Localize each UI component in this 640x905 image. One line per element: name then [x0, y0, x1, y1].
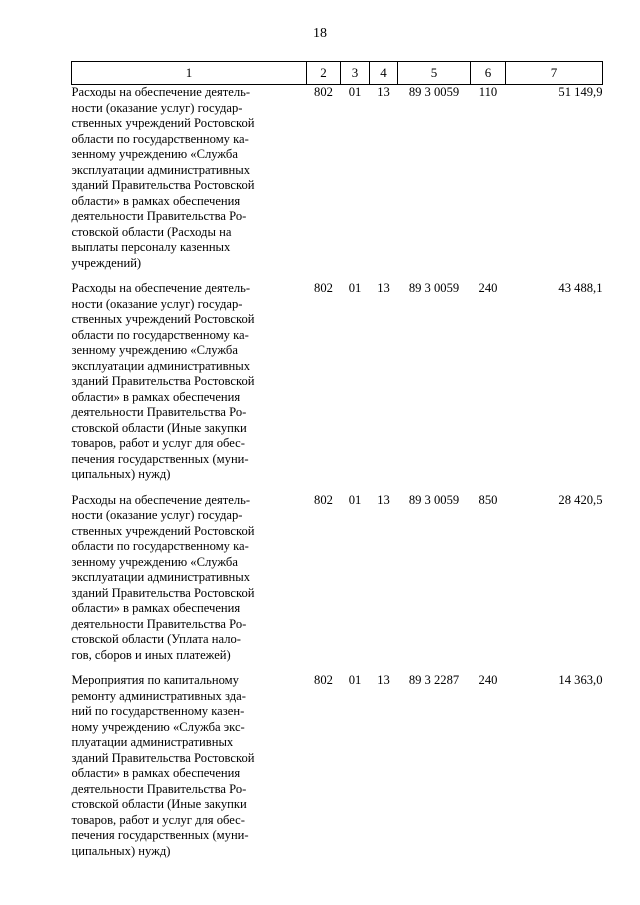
row-ministry-code: 802: [314, 492, 333, 507]
row-expense-type-code: 240: [478, 281, 498, 295]
row-target-code: 89 3 0059: [408, 492, 460, 507]
row-ministry-code: 802: [314, 673, 333, 687]
column-header-6: 6: [471, 62, 506, 85]
row-section-code: 01: [348, 492, 362, 507]
row-amount: 43 488,1: [558, 281, 603, 295]
header-row: [72, 62, 603, 85]
row-expense-type-code: 850: [478, 492, 498, 507]
row-subsection-code: 13: [377, 281, 390, 295]
row-description: Расходы на обеспечение деятель- ности (оказание услуг) государ- ственных учреждений Ростовской области по государственному ка- зенному учреждению «Служба эксплуатации административных зданий Правительства Ростовской области» в рамках обеспечения деятельности Правительства Ро- стовской области (Иные закупки товаров, работ и услуг для обес- печения государственных (муни- ципальных) нужд): [71, 281, 255, 481]
row-target-code: 89 3 0059: [408, 85, 460, 99]
row-section-code: 01: [348, 281, 362, 295]
row-section-code: 01: [348, 673, 362, 687]
row-amount: 28 420,5: [558, 492, 603, 507]
row-ministry-code: 802: [314, 85, 333, 99]
row-target-code: 89 3 2287: [408, 673, 460, 687]
column-header-4: 4: [370, 62, 398, 85]
row-ministry-code: 802: [314, 281, 333, 295]
row-expense-type-code: 110: [478, 85, 498, 99]
row-amount: 14 363,0: [558, 673, 603, 687]
row-subsection-code: 13: [377, 85, 390, 99]
table-row: [72, 85, 603, 282]
row-description: Расходы на обеспечение деятель- ности (оказание услуг) государ- ственных учреждений Ростовской области по государственному ка- зенному учреждению «Служба эксплуатации административных зданий Правительства Ростовской области» в рамках обеспечения деятельности Правительства Ро- стовской области (Уплата нало- гов, сборов и иных платежей): [71, 492, 255, 662]
row-description: Расходы на обеспечение деятель- ности (оказание услуг) государ- ственных учреждений Ростовской области по государственному ка- зенному учреждению «Служба эксплуатации административных зданий Правительства Ростовской области» в рамках обеспечения деятельности Правительства Ро- стовской области (Расходы на выплаты персоналу казенных учреждений): [71, 85, 255, 270]
table-row: [72, 281, 603, 493]
budget-table: [71, 61, 603, 869]
row-expense-type-code: 240: [478, 673, 498, 687]
row-target-code: 89 3 0059: [408, 281, 460, 295]
row-subsection-code: 13: [377, 673, 390, 687]
row-section-code: 01: [348, 85, 362, 99]
column-header-7: 7: [506, 62, 603, 85]
table-row: [72, 493, 603, 674]
column-header-3: 3: [341, 62, 370, 85]
table-row: [72, 673, 603, 869]
column-header-5: 5: [398, 62, 471, 85]
column-header-2: 2: [307, 62, 341, 85]
row-amount: 51 149,9: [558, 85, 603, 99]
column-header-1: 1: [72, 62, 307, 85]
row-subsection-code: 13: [377, 492, 390, 507]
row-description: Мероприятия по капитальному ремонту административных зда- ний по государственному казен- ному учреждению «Служба экс- плуатации административных зданий Правительства Ростовской области» в рамках обеспечения деятельности Правительства Ро- стовской области (Иные закупки товаров, работ и услуг для обес- печения государственных (муни- ципальных) нужд): [71, 673, 255, 858]
page-number: 18: [313, 26, 327, 41]
